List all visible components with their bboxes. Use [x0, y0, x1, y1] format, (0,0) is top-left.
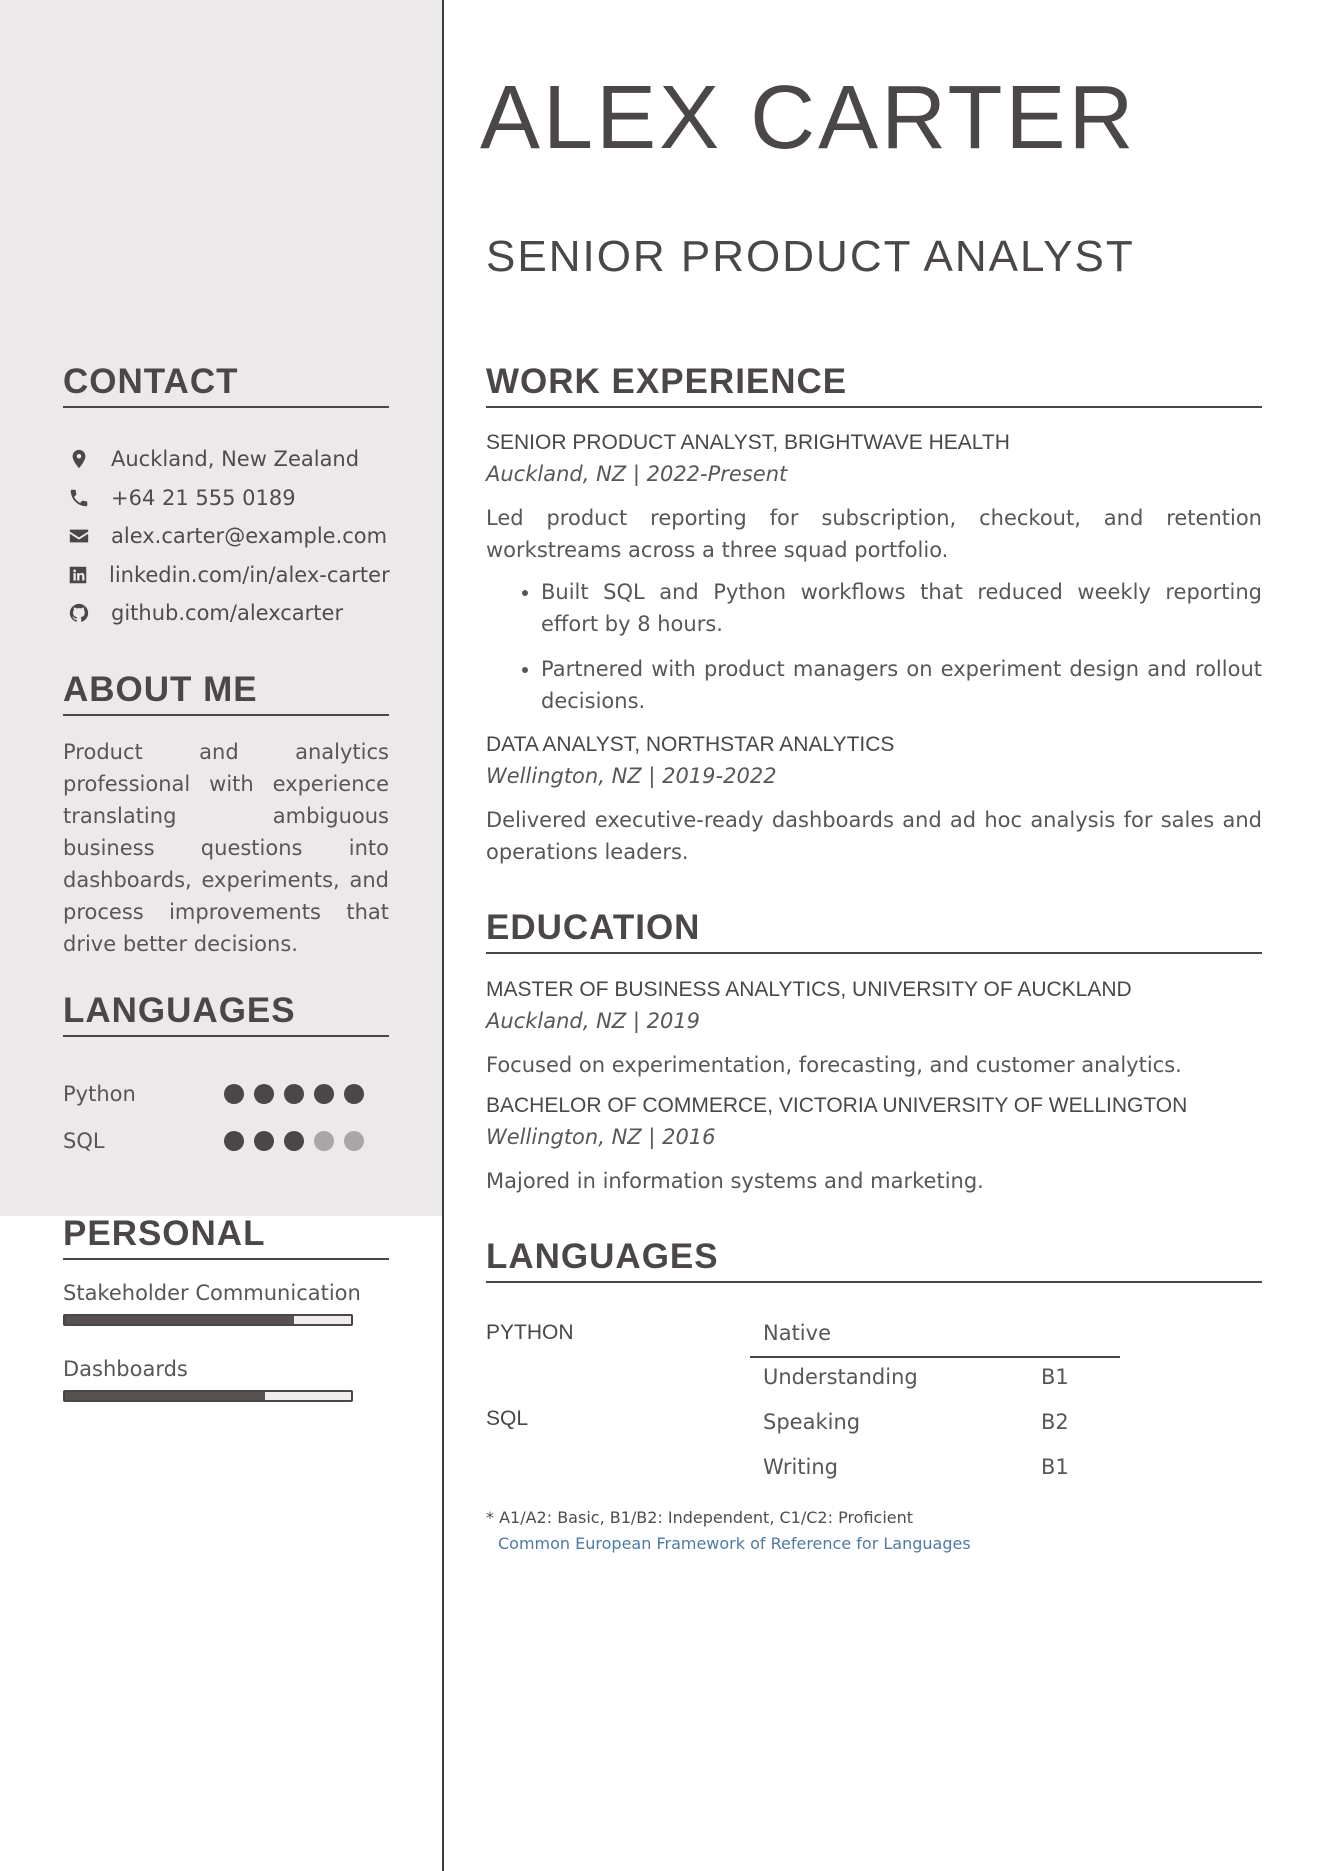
cefr-reference-link[interactable]: Common European Framework of Reference for Languages	[498, 1534, 971, 1553]
rating-dot-filled	[224, 1084, 244, 1104]
phone-icon	[67, 486, 91, 510]
rating-dot-filled	[254, 1131, 274, 1151]
rating-dot-filled	[284, 1084, 304, 1104]
envelope-icon	[67, 524, 91, 548]
personal-skill-bar-fill	[65, 1316, 294, 1324]
skills-list	[63, 1070, 389, 1164]
language-level-python: Native	[763, 1321, 831, 1345]
contact-phone-text: +64 21 555 0189	[111, 485, 296, 510]
personal-skill	[63, 1354, 389, 1402]
personal-title: PERSONAL	[63, 1214, 266, 1253]
contact-item-phone	[63, 479, 389, 518]
education-rule	[486, 952, 1262, 954]
skill-row	[63, 1070, 389, 1117]
person-name: ALEX CARTER	[480, 68, 1137, 168]
job-description: Delivered executive-ready dashboards and ad hoc analysis for sales and operations leaders.	[486, 808, 1262, 864]
about-section-header	[63, 670, 389, 716]
language-grade: B1	[1041, 1455, 1069, 1479]
location-pin-icon	[67, 447, 91, 471]
degree-meta: Wellington, NZ | 2016	[486, 1125, 716, 1149]
personal-skill	[63, 1278, 389, 1326]
contact-item-email[interactable]	[63, 517, 389, 556]
degree-title: BACHELOR OF COMMERCE, VICTORIA UNIVERSITY OF WELLINGTON	[486, 1094, 1188, 1117]
contact-list	[63, 440, 389, 633]
about-text: Product and analytics professional with experience translating ambiguous business questions into dashboards, experiments, and process improvements that drive better decisions.	[63, 740, 389, 956]
rating-dot-filled	[284, 1131, 304, 1151]
degree-meta: Auckland, NZ | 2019	[486, 1009, 701, 1033]
skills-section-header	[63, 991, 389, 1037]
personal-skill-bar-fill	[65, 1392, 265, 1400]
about-rule	[63, 714, 389, 716]
contact-section-header	[63, 362, 389, 408]
about-title: ABOUT ME	[63, 670, 258, 709]
education-section-header	[486, 908, 1262, 954]
skill-row	[63, 1117, 389, 1164]
languages-title: LANGUAGES	[486, 1237, 719, 1276]
work-entries	[486, 428, 1262, 868]
degree-description: Majored in information systems and marketing.	[486, 1169, 984, 1193]
job-role: SENIOR PRODUCT ANALYST, BRIGHTWAVE HEALTH	[486, 431, 1010, 454]
language-grade: B2	[1041, 1410, 1069, 1434]
github-icon	[67, 601, 91, 625]
rating-dot-empty	[344, 1131, 364, 1151]
job-bullet: • Built SQL and Python workflows that reduced weekly reporting effort by 8 hours.	[541, 576, 1262, 640]
cefr-scale-note: * A1/A2: Basic, B1/B2: Independent, C1/C2: Proficient	[486, 1508, 914, 1527]
skill-rating	[224, 1131, 364, 1151]
job-meta: Auckland, NZ | 2022-Present	[486, 462, 788, 486]
skills-rule	[63, 1035, 389, 1037]
languages-table-rule	[750, 1356, 1120, 1358]
contact-rule	[63, 406, 389, 408]
personal-skill-bar	[63, 1314, 353, 1326]
languages-table	[486, 1318, 1262, 1488]
education-entry	[486, 975, 1262, 1081]
contact-email-link[interactable]: alex.carter@example.com	[111, 524, 388, 549]
rating-dot-filled	[344, 1084, 364, 1104]
rating-dot-filled	[224, 1131, 244, 1151]
personal-skill-bar	[63, 1390, 353, 1402]
degree-description: Focused on experimentation, forecasting, and customer analytics.	[486, 1053, 1182, 1077]
work-section-header	[486, 362, 1262, 408]
work-rule	[486, 406, 1262, 408]
personal-skill-label: Dashboards	[63, 1357, 188, 1381]
contact-linkedin-link[interactable]: linkedin.com/in/alex-carter	[109, 562, 390, 587]
contact-item-location	[63, 440, 389, 479]
language-skill: Understanding	[763, 1365, 918, 1389]
job-bullet: • Partnered with product managers on experiment design and rollout decisions.	[541, 653, 1262, 717]
education-entries	[486, 975, 1262, 1197]
languages-footnote	[486, 1505, 1262, 1557]
job-entry	[486, 730, 1262, 868]
languages-rule	[486, 1281, 1262, 1283]
language-name-sql: SQL	[486, 1407, 529, 1430]
language-grade: B1	[1041, 1365, 1069, 1389]
languages-section-header	[486, 1237, 1262, 1283]
education-entry	[486, 1091, 1262, 1197]
rating-dot-filled	[314, 1084, 334, 1104]
contact-title: CONTACT	[63, 362, 239, 401]
education-title: EDUCATION	[486, 908, 701, 947]
contact-github-link[interactable]: github.com/alexcarter	[111, 601, 344, 626]
skill-rating	[224, 1084, 364, 1104]
language-name-python: PYTHON	[486, 1321, 574, 1344]
rating-dot-empty	[314, 1131, 334, 1151]
job-entry	[486, 428, 1262, 717]
rating-dot-filled	[254, 1084, 274, 1104]
skill-name: Python	[63, 1081, 136, 1106]
contact-location-text: Auckland, New Zealand	[111, 447, 360, 472]
personal-list	[63, 1278, 389, 1430]
column-divider	[442, 0, 444, 1871]
job-title: SENIOR PRODUCT ANALYST	[486, 232, 1135, 281]
personal-section-header	[63, 1214, 389, 1260]
language-skill: Speaking	[763, 1410, 861, 1434]
contact-item-github[interactable]	[63, 594, 389, 633]
linkedin-icon	[67, 563, 89, 587]
personal-skill-label: Stakeholder Communication	[63, 1281, 361, 1305]
job-role: DATA ANALYST, NORTHSTAR ANALYTICS	[486, 733, 895, 756]
job-bullets	[486, 576, 1262, 717]
job-description: Led product reporting for subscription, checkout, and retention workstreams across a three squad portfolio.	[486, 506, 1262, 562]
skills-title: LANGUAGES	[63, 991, 296, 1030]
work-title: WORK EXPERIENCE	[486, 362, 848, 401]
skill-name: SQL	[63, 1128, 105, 1153]
degree-title: MASTER OF BUSINESS ANALYTICS, UNIVERSITY OF AUCKLAND	[486, 978, 1132, 1001]
job-meta: Wellington, NZ | 2019-2022	[486, 764, 777, 788]
language-skill: Writing	[763, 1455, 838, 1479]
contact-item-linkedin[interactable]	[63, 556, 389, 595]
personal-rule	[63, 1258, 389, 1260]
